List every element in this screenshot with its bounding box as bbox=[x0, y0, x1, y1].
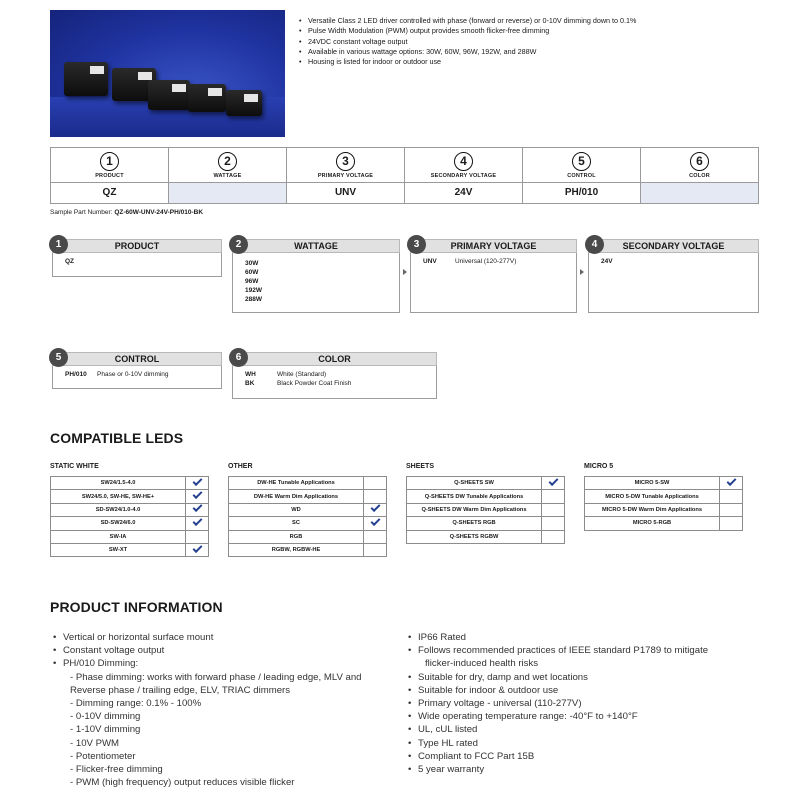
led-name: DW-HE Tunable Applications bbox=[229, 477, 364, 490]
led-name: SW-XT bbox=[51, 543, 186, 556]
info-item: - 0-10V dimming bbox=[70, 711, 141, 723]
compat-checkbox bbox=[186, 543, 209, 556]
compat-checkbox bbox=[364, 503, 387, 516]
led-row bbox=[51, 530, 209, 543]
step-badge: 1 bbox=[49, 235, 68, 254]
feature-item: • Housing is listed for indoor or outdoor use bbox=[298, 57, 768, 67]
group-title: OTHER bbox=[228, 463, 253, 470]
checkmark-icon bbox=[370, 516, 380, 526]
compat-checkbox bbox=[720, 477, 743, 490]
option-code: WH bbox=[245, 371, 256, 378]
info-item: • Primary voltage - universal (110-277V) bbox=[406, 697, 756, 710]
compat-checkbox bbox=[542, 517, 565, 530]
info-item: - 10V PWM bbox=[70, 737, 120, 749]
led-row bbox=[51, 543, 209, 556]
checkmark-icon bbox=[192, 503, 202, 513]
compat-checkbox bbox=[720, 503, 743, 516]
option-desc: Black Powder Coat Finish bbox=[277, 380, 352, 387]
option-secondary-voltage bbox=[588, 239, 759, 313]
group-title: STATIC WHITE bbox=[50, 463, 99, 470]
led-table-sheets bbox=[406, 476, 565, 544]
checkmark-icon bbox=[370, 503, 380, 513]
compat-checkbox bbox=[364, 543, 387, 556]
led-row bbox=[407, 517, 565, 530]
led-row bbox=[407, 490, 565, 503]
pn-column-color: 6 COLOR bbox=[641, 148, 759, 183]
pn-column-product: 1 PRODUCT bbox=[51, 148, 169, 183]
feature-item: • Versatile Class 2 LED driver controlled with phase (forward or reverse) or 0-10V dimming down to 0.1% bbox=[298, 16, 768, 26]
option-title: WATTAGE bbox=[232, 239, 400, 253]
product-photo bbox=[50, 10, 285, 137]
feature-list bbox=[298, 16, 768, 67]
led-row bbox=[229, 503, 387, 516]
product-info-heading: PRODUCT INFORMATION bbox=[50, 599, 223, 615]
compat-checkbox bbox=[720, 490, 743, 503]
info-item: - 1-10V dimming bbox=[70, 724, 141, 736]
group-title: SHEETS bbox=[406, 463, 435, 470]
info-item: - PWM (high frequency) output reduces visible flicker bbox=[70, 777, 295, 789]
led-row bbox=[229, 477, 387, 490]
led-row bbox=[51, 517, 209, 530]
pn-value-control: PH/010 bbox=[523, 183, 641, 204]
compatible-leds-heading: COMPATIBLE LEDS bbox=[50, 430, 184, 446]
checkmark-icon bbox=[192, 476, 202, 486]
checkmark-icon bbox=[548, 476, 558, 486]
info-item: • Suitable for indoor & outdoor use bbox=[406, 684, 756, 697]
led-name: MICRO 5-DW Warm Dim Applications bbox=[585, 503, 720, 516]
feature-item: • Available in various wattage options: 30W, 60W, 96W, 192W, and 288W bbox=[298, 47, 768, 57]
led-row bbox=[407, 503, 565, 516]
option-value: 288W bbox=[245, 296, 262, 303]
pn-value-color bbox=[641, 183, 759, 204]
led-row bbox=[585, 503, 743, 516]
pn-value-secondary-voltage: 24V bbox=[405, 183, 523, 204]
led-name: SW24/1.5-4.0 bbox=[51, 477, 186, 490]
led-row bbox=[229, 530, 387, 543]
pn-value-primary-voltage: UNV bbox=[287, 183, 405, 204]
compat-checkbox bbox=[186, 490, 209, 503]
arrow-icon bbox=[403, 269, 407, 275]
compat-checkbox bbox=[186, 503, 209, 516]
info-item: • Wide operating temperature range: -40°F to +140°F bbox=[406, 710, 756, 723]
led-name: WD bbox=[229, 503, 364, 516]
checkmark-icon bbox=[192, 543, 202, 553]
compat-checkbox bbox=[186, 530, 209, 543]
info-item: Reverse phase / trailing edge, ELV, TRIAC dimmers bbox=[70, 684, 291, 696]
step-badge: 5 bbox=[49, 348, 68, 367]
compat-checkbox bbox=[542, 530, 565, 543]
option-code: BK bbox=[245, 380, 255, 387]
led-name: MICRO 5-SW bbox=[585, 477, 720, 490]
led-table-micro5 bbox=[584, 476, 743, 531]
option-product bbox=[52, 239, 222, 277]
pn-column-control: 5 CONTROL bbox=[523, 148, 641, 183]
led-name: SW24/5.0, SW-HE, SW-HE+ bbox=[51, 490, 186, 503]
led-name: DW-HE Warm Dim Applications bbox=[229, 490, 364, 503]
part-number-table bbox=[50, 147, 759, 204]
info-item: flicker-induced health risks bbox=[425, 658, 539, 670]
group-title: MICRO 5 bbox=[584, 463, 614, 470]
compat-checkbox bbox=[364, 490, 387, 503]
option-wattage bbox=[232, 239, 400, 313]
pn-column-secondary-voltage: 4 SECONDARY VOLTAGE bbox=[405, 148, 523, 183]
compat-checkbox bbox=[542, 490, 565, 503]
led-name: Q-SHEETS DW Warm Dim Applications bbox=[407, 503, 542, 516]
option-value: QZ bbox=[65, 258, 75, 265]
pn-column-primary-voltage: 3 PRIMARY VOLTAGE bbox=[287, 148, 405, 183]
option-desc: Phase or 0-10V dimming bbox=[97, 371, 169, 378]
led-name: RGBW, RGBW-HE bbox=[229, 543, 364, 556]
info-item: • IP66 Rated bbox=[406, 631, 756, 644]
led-row bbox=[51, 477, 209, 490]
led-name: Q-SHEETS SW bbox=[407, 477, 542, 490]
option-primary-voltage bbox=[410, 239, 577, 313]
option-title: PRIMARY VOLTAGE bbox=[410, 239, 577, 253]
compat-checkbox bbox=[186, 517, 209, 530]
info-item: • Suitable for dry, damp and wet locations bbox=[406, 671, 756, 684]
step-badge: 2 bbox=[229, 235, 248, 254]
option-code: UNV bbox=[423, 258, 437, 265]
info-item: • Compliant to FCC Part 15B bbox=[406, 750, 756, 763]
option-value: 96W bbox=[245, 278, 259, 285]
info-item: • Vertical or horizontal surface mount bbox=[51, 631, 401, 644]
led-row bbox=[229, 490, 387, 503]
led-row bbox=[585, 490, 743, 503]
led-name: SD-SW24/1.0-4.0 bbox=[51, 503, 186, 516]
step-badge: 6 bbox=[229, 348, 248, 367]
pn-column-wattage: 2 WATTAGE bbox=[169, 148, 287, 183]
pn-value-wattage bbox=[169, 183, 287, 204]
compat-checkbox bbox=[542, 477, 565, 490]
info-item: • 5 year warranty bbox=[406, 763, 756, 776]
led-name: RGB bbox=[229, 530, 364, 543]
option-control bbox=[52, 352, 222, 389]
compat-checkbox bbox=[364, 517, 387, 530]
led-row bbox=[585, 517, 743, 530]
led-row bbox=[407, 477, 565, 490]
checkmark-icon bbox=[192, 516, 202, 526]
info-item: • UL, cUL listed bbox=[406, 723, 756, 736]
info-item: • PH/010 Dimming: bbox=[51, 657, 401, 670]
led-name: SD-SW24/6.0 bbox=[51, 517, 186, 530]
compat-checkbox bbox=[542, 503, 565, 516]
info-item: • Type HL rated bbox=[406, 737, 756, 750]
option-code: PH/010 bbox=[65, 371, 87, 378]
product-info-left bbox=[51, 631, 401, 789]
product-info-right bbox=[406, 631, 756, 776]
option-value: 192W bbox=[245, 287, 262, 294]
pn-value-product: QZ bbox=[51, 183, 169, 204]
led-name: Q-SHEETS DW Tunable Applications bbox=[407, 490, 542, 503]
compat-checkbox bbox=[364, 477, 387, 490]
checkmark-icon bbox=[192, 489, 202, 499]
option-title: SECONDARY VOLTAGE bbox=[588, 239, 759, 253]
option-desc: White (Standard) bbox=[277, 371, 327, 378]
led-name: SW-IA bbox=[51, 530, 186, 543]
info-item: - Potentiometer bbox=[70, 750, 136, 762]
info-item: - Dimming range: 0.1% - 100% bbox=[70, 698, 202, 710]
led-row bbox=[229, 517, 387, 530]
step-badge: 3 bbox=[407, 235, 426, 254]
option-color bbox=[232, 352, 437, 399]
led-row bbox=[407, 530, 565, 543]
led-row bbox=[51, 503, 209, 516]
led-name: Q-SHEETS RGB bbox=[407, 517, 542, 530]
option-title: PRODUCT bbox=[52, 239, 222, 253]
info-item: - Phase dimming: works with forward phase / leading edge, MLV and bbox=[70, 671, 362, 683]
led-table-other bbox=[228, 476, 387, 557]
option-title: COLOR bbox=[232, 352, 437, 366]
option-desc: Universal (120-277V) bbox=[455, 258, 517, 265]
led-name: MICRO 5-RGB bbox=[585, 517, 720, 530]
option-title: CONTROL bbox=[52, 352, 222, 366]
led-name: Q-SHEETS RGBW bbox=[407, 530, 542, 543]
option-value: 60W bbox=[245, 269, 259, 276]
led-row bbox=[51, 490, 209, 503]
feature-item: • 24VDC constant voltage output bbox=[298, 37, 768, 47]
step-badge: 4 bbox=[585, 235, 604, 254]
led-name: MICRO 5-DW Tunable Applications bbox=[585, 490, 720, 503]
led-row bbox=[229, 543, 387, 556]
led-row bbox=[585, 477, 743, 490]
info-item: - Flicker-free dimming bbox=[70, 764, 163, 776]
feature-item: • Pulse Width Modulation (PWM) output provides smooth flicker-free dimming bbox=[298, 26, 768, 36]
sample-part-number: Sample Part Number: QZ-60W-UNV-24V-PH/010-BK bbox=[50, 209, 204, 216]
info-item: • Constant voltage output bbox=[51, 644, 401, 657]
compat-checkbox bbox=[720, 517, 743, 530]
compat-checkbox bbox=[364, 530, 387, 543]
info-item: • Follows recommended practices of IEEE standard P1789 to mitigate bbox=[406, 644, 756, 657]
option-value: 24V bbox=[601, 258, 613, 265]
compat-checkbox bbox=[186, 477, 209, 490]
led-name: SC bbox=[229, 517, 364, 530]
arrow-icon bbox=[580, 269, 584, 275]
option-value: 30W bbox=[245, 260, 259, 267]
checkmark-icon bbox=[726, 476, 736, 486]
led-table-static-white bbox=[50, 476, 209, 557]
